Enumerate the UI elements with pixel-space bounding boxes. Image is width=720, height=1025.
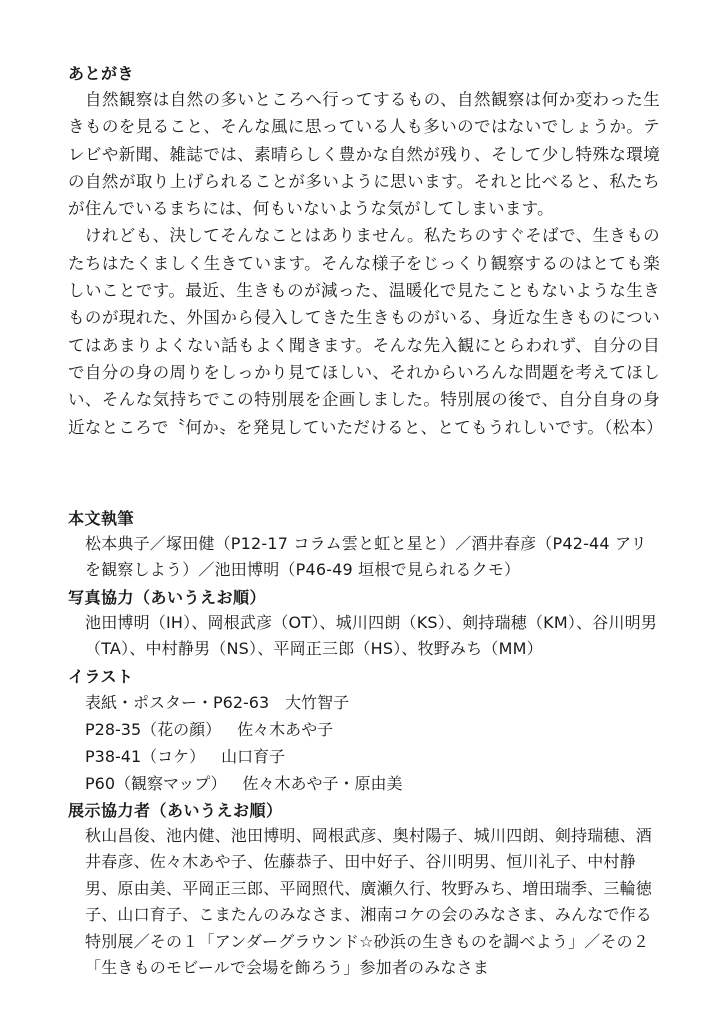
afterword-paragraph-2: けれども、決してそんなことはありません。私たちのすぐそばで、生きものたちはたくましく生きています。そんな様子をじっくり観察するのはとても楽しいことです。最近、生きものが減った、温暖化で見たこともないような生きものが現れた、外国から侵入してきた生きものがいる、身近な生きものについてはあまりよくない話もよく聞きます。そんな先入観にとらわれず、自分の目で自分の身の周りをしっかり見てほしい、それからいろんな問題を考えてほしい、そんな気持ちでこの特別展を企画しました。特別展の後で、自分自身の身近なところで〝何か〟を発見していただけると、とてもうれしいです。（松本） (68, 226, 664, 437)
writing-text: 松本典子／塚田健（P12-17 コラム雲と虹と星と）／酒井春彦（P42-44 アリを観察しよう）／池田博明（P46-49 垣根で見られるクモ） (85, 533, 647, 580)
illustration-source: P28-35（花の顔） (85, 719, 222, 739)
exhibit-heading: 展示協力者（あいうえお順） (68, 800, 283, 820)
illustration-artist: 佐々木あや子 (237, 719, 334, 739)
illustration-item (68, 716, 660, 743)
illustration-artist: 大竹智子 (285, 692, 350, 712)
photo-heading: 写真協力（あいうえお順） (68, 587, 267, 607)
illustration-source: P38-41（コケ） (85, 746, 206, 766)
photo-text: 池田博明（IH）、岡根武彦（OT）、城川四朗（KS）、剣持瑞穂（KM）、谷川明男（TA）、中村静男（NS）、平岡正三郎（HS）、牧野みち（MM） (85, 612, 658, 659)
afterword-section (68, 62, 664, 441)
illustration-item (68, 743, 660, 770)
illustration-artist: 佐々木あや子・原由美 (242, 773, 403, 793)
writing-heading: 本文執筆 (68, 508, 135, 528)
illustration-heading: イラスト (68, 666, 134, 686)
illustration-source: 表紙・ポスター・P62-63 (85, 692, 270, 712)
document-body (68, 62, 664, 982)
afterword-paragraph-1: 自然観察は自然の多いところへ行ってするもの、自然観察は何か変わった生きものを見ること、そんな風に思っている人も多いのではないでしょうか。テレビや新聞、雑誌では、素晴らしく豊かな自然が残り、そして少し特殊な環境の自然が取り上げられることが多いように思います。それと比べると、私たちが住んでいるまちには、何もいないような気がしてしまいます。 (68, 90, 660, 219)
afterword-heading: あとがき (68, 64, 135, 83)
illustration-item (68, 689, 660, 716)
illustration-source: P60（観察マップ） (85, 773, 227, 793)
illustration-list (68, 689, 660, 797)
illustration-item (68, 770, 660, 797)
credits-section (68, 507, 660, 982)
exhibit-text: 秋山昌俊、池内健、池田博明、岡根武彦、奥村陽子、城川四朗、剣持瑞穂、酒井春彦、佐々木あや子、佐藤恭子、田中好子、谷川明男、恒川礼子、中村静男、原由美、平岡正三郎、平岡照代、廣瀬久行、牧野みち、増田瑞季、三輪徳子、山口育子、こまたんのみなさま、湘南コケの会のみなさま、みんなで作る特別展／その１「アンダーグラウンド☆砂浜の生きものを調べよう」／その２「生きものモビールで会場を飾ろう」参加者のみなさま (85, 825, 653, 978)
illustration-artist: 山口育子 (221, 746, 286, 766)
